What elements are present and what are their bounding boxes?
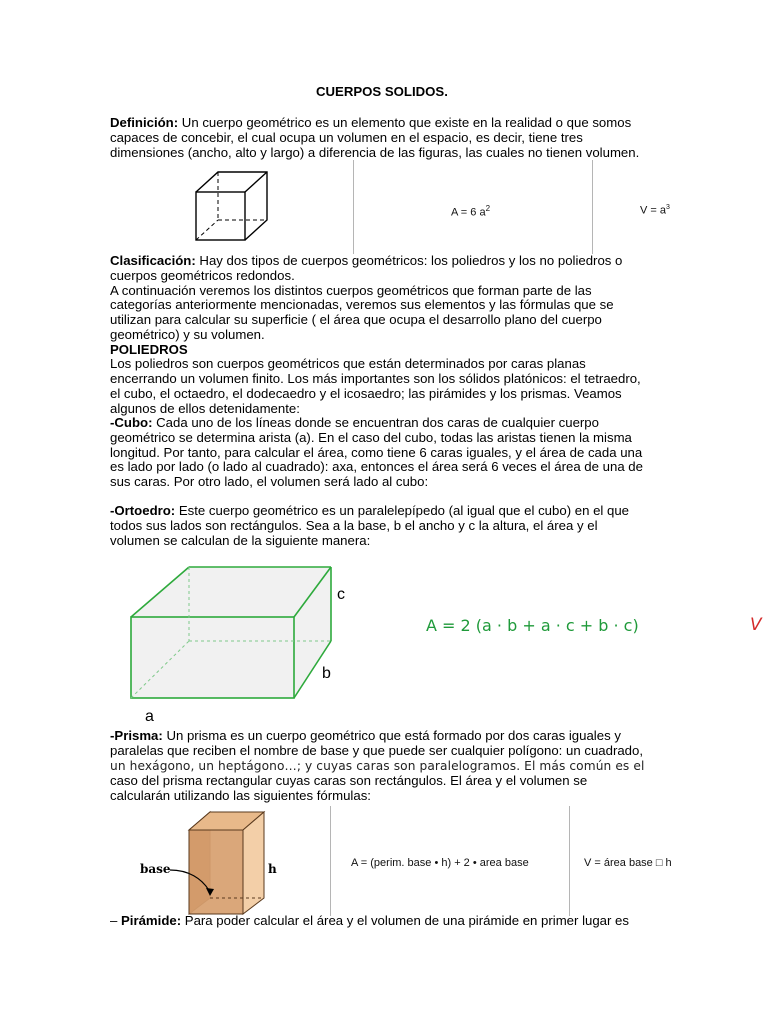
cubo-line-5: sus caras. Por otro lado, el volumen será lado al cubo:: [110, 474, 429, 489]
ortoedro-area-formula: A = 2 (a · b + a · c + b · c): [426, 616, 639, 635]
prisma-line-3: un hexágono, un heptágono…; y cuyas caras son paralelogramos. El más común es el: [110, 759, 645, 773]
prisma-line-2: paralelas que reciben el nombre de base y que puede ser cualquier polígono: un cuadrado,: [110, 743, 643, 758]
piramide-text-1: Para poder calcular el área y el volumen de una pirámide en primer lugar es: [181, 913, 629, 928]
ortoedro-label-b: b: [322, 665, 331, 682]
piramide-label: Pirámide:: [121, 913, 182, 928]
definicion-text-1: Un cuerpo geométrico es un elemento que existe en la realidad o que somos: [178, 115, 632, 130]
prism-volume-formula: V = área base □ h: [584, 857, 672, 869]
ortoedro-label-a: a: [145, 708, 154, 725]
cubo-line-2: geométrico se determina arista (a). En el caso del cubo, todas las aristas tienen la misma: [110, 430, 632, 445]
prisma-line-1: [110, 729, 621, 744]
ortoedro-figure: [126, 565, 336, 701]
table-divider: [330, 806, 331, 916]
definicion-line-2: capaces de concebir, el cual ocupa un volumen en el espacio, es decir, tiene tres: [110, 130, 583, 145]
clasificacion-label: Clasificación:: [110, 253, 196, 268]
clasificacion-text-1: Hay dos tipos de cuerpos geométricos: los poliedros y los no poliedros o: [195, 253, 623, 268]
prisma-line-5: calcularán utilizando las siguientes fórmulas:: [110, 788, 371, 803]
definicion-label: Definición:: [110, 115, 179, 130]
cube-area-formula: [451, 204, 490, 219]
cube-volume-text: V = a: [640, 204, 666, 217]
poliedros-heading: POLIEDROS: [110, 342, 188, 357]
clasificacion-line-2: cuerpos geométricos redondos.: [110, 268, 295, 283]
clasificacion-line-3: A continuación veremos los distintos cuerpos geométricos que forman parte de las: [110, 283, 592, 298]
prisma-line-4: caso del prisma rectangular cuyas caras son rectángulos. El área y el volumen se: [110, 773, 588, 788]
poliedros-line-4: algunos de ellos detenidamente:: [110, 401, 300, 416]
ortoedro-line-1: [110, 504, 629, 519]
ortoedro-line-2: todos sus lados son rectángulos. Sea a la base, b el ancho y c la altura, el área y el: [110, 518, 598, 533]
prism-label-h: h: [268, 862, 277, 876]
table-divider: [569, 806, 570, 916]
ortoedro-volume-formula-fragment: V: [750, 615, 762, 635]
table-divider: [353, 160, 354, 254]
piramide-line-1: [110, 914, 629, 929]
base-arrow-icon: [168, 866, 218, 900]
prism-label-base: base: [140, 862, 171, 876]
cube-volume-exponent: 3: [666, 204, 670, 211]
clasificacion-line-5: utilizan para calcular su superficie ( el área que ocupa el desarrollo plano del cuerpo: [110, 312, 602, 327]
page-title: CUERPOS SOLIDOS.: [316, 84, 448, 99]
ortoedro-text-1: Este cuerpo geométrico es un paralelepípedo (al igual que el cubo) en el que: [175, 503, 630, 518]
ortoedro-label-c: c: [337, 586, 345, 603]
poliedros-line-2: encerrando un volumen finito. Los más importantes son los sólidos platónicos: el tetraedro,: [110, 371, 641, 386]
prisma-text-1: Un prisma es un cuerpo geométrico que está formado por dos caras iguales y: [162, 728, 621, 743]
piramide-dash: –: [110, 913, 121, 928]
clasificacion-line-6: geométrico) y su volumen.: [110, 327, 265, 342]
cubo-line-3: longitud. Por tanto, para calcular el área, como tiene 6 caras iguales, y el área de cada una: [110, 445, 643, 460]
cubo-text-1: Cada uno de los líneas donde se encuentran dos caras de cualquier cuerpo: [152, 415, 599, 430]
cubo-line-4: es lado por lado (o lado al cuadrado): axa, entonces el área será 6 veces el área de una de: [110, 459, 643, 474]
cube-area-exponent: 2: [485, 204, 491, 213]
table-divider: [592, 160, 593, 254]
ortoedro-line-3: volumen se calculan de la siguiente manera:: [110, 533, 371, 548]
ortoedro-label: -Ortoedro:: [110, 503, 176, 518]
cube-figure: [190, 170, 270, 242]
poliedros-line-1: Los poliedros son cuerpos geométricos que están determinados por caras planas: [110, 356, 586, 371]
cubo-line-1: [110, 416, 599, 431]
cubo-label: -Cubo:: [110, 415, 153, 430]
definicion-line-3: dimensiones (ancho, alto y largo) a diferencia de las figuras, las cuales no tienen volumen.: [110, 145, 640, 160]
clasificacion-line-1: [110, 254, 622, 269]
prisma-label: -Prisma:: [110, 728, 163, 743]
poliedros-line-3: el cubo, el octaedro, el dodecaedro y el icosaedro; las pirámides y los prismas. Veamos: [110, 386, 622, 401]
clasificacion-line-4: categorías anteriormente mencionadas, veremos sus elementos y las fórmulas que se: [110, 297, 614, 312]
cube-area-text: A = 6 a: [451, 206, 486, 219]
definicion-line-1: [110, 116, 631, 131]
cube-volume-formula: [640, 204, 670, 217]
prism-area-formula: A = (perim. base • h) + 2 • area base: [351, 857, 529, 869]
